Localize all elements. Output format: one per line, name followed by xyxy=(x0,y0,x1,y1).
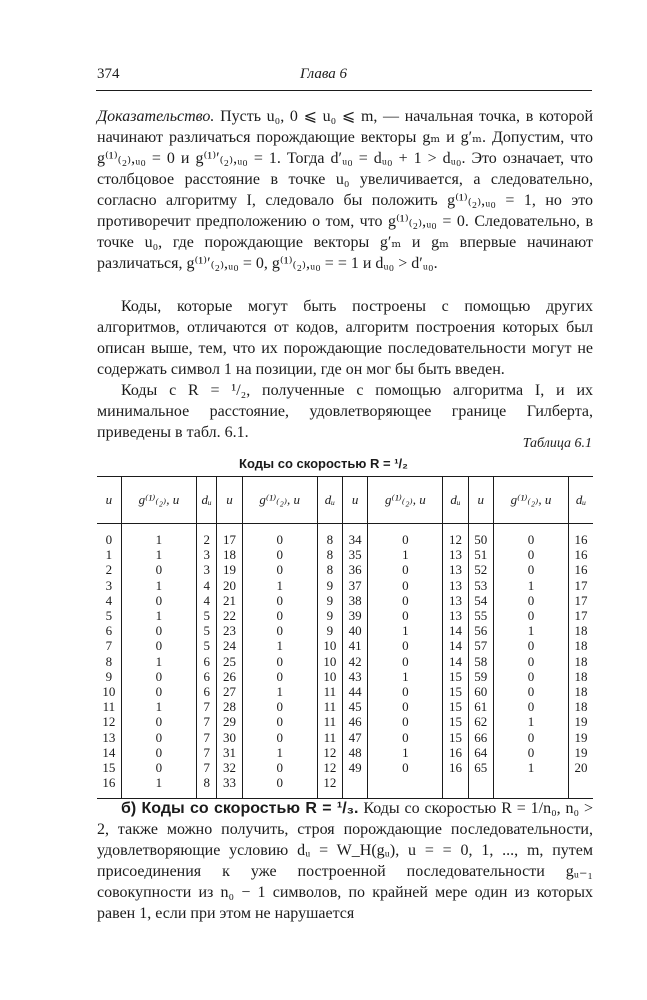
table-cell: 15 xyxy=(449,668,463,684)
table-cell: 1 xyxy=(155,608,163,624)
col-header: u xyxy=(217,477,242,524)
table-cell: 11 xyxy=(323,699,337,715)
table-cell: 11 xyxy=(323,714,337,730)
table-cell: 18 xyxy=(574,623,588,639)
table-cell: 0 xyxy=(155,684,163,700)
table-cell: 7 xyxy=(203,699,210,715)
table-cell: 33 xyxy=(223,775,236,791)
table-cell: 16 xyxy=(574,562,588,578)
table-cell: 19 xyxy=(574,714,588,730)
col-header: dᵤ xyxy=(197,477,217,524)
table-cell: 17 xyxy=(574,608,588,624)
table-cell: 44 xyxy=(348,684,362,700)
table-cell: 42 xyxy=(348,653,362,669)
table-cell: 0 xyxy=(276,623,283,639)
table-cell: 0 xyxy=(402,714,409,730)
table-cell: 9 xyxy=(326,623,334,639)
table-cell: 14 xyxy=(449,638,463,654)
table-cell: 46 xyxy=(348,714,362,730)
table-cell: 0 xyxy=(155,744,163,760)
table-cell: 1 xyxy=(155,532,163,547)
table-cell: 0 xyxy=(402,729,409,745)
table-cell: 16 xyxy=(574,547,588,563)
table-cell: 14 xyxy=(449,653,463,669)
table-cell: 10 xyxy=(323,638,337,654)
table-cell: 0 xyxy=(276,729,283,745)
table-column-cell xyxy=(317,524,342,799)
col-header: u xyxy=(343,477,368,524)
table-cell: 15 xyxy=(102,760,116,776)
table-cell: 16 xyxy=(449,744,463,760)
table-cell: 0 xyxy=(155,729,163,745)
table-column-cell xyxy=(569,524,593,799)
table-cell: 7 xyxy=(105,638,113,654)
table-cell: 56 xyxy=(474,623,488,639)
table-cell: 24 xyxy=(223,638,236,654)
table-cell: 1 xyxy=(276,577,283,593)
table-cell: 0 xyxy=(276,760,283,776)
table-cell: 18 xyxy=(574,699,588,715)
table-cell: 0 xyxy=(527,532,535,547)
table-cell: 11 xyxy=(323,729,337,745)
table-cell: 0 xyxy=(276,547,283,563)
table-cell: 50 xyxy=(474,532,488,547)
table-cell: 0 xyxy=(276,699,283,715)
table-cell: 1 xyxy=(155,577,163,593)
table-cell: 11 xyxy=(323,684,337,700)
table-cell: 18 xyxy=(574,653,588,669)
table-cell: 57 xyxy=(474,638,488,654)
table-cell: 62 xyxy=(474,714,488,730)
table-column-cell xyxy=(368,524,443,799)
table-column-cell xyxy=(242,524,317,799)
table-cell: 21 xyxy=(223,592,236,608)
table-cell: 66 xyxy=(474,729,488,745)
table-cell: 12 xyxy=(323,760,337,776)
table-cell: 1 xyxy=(276,638,283,654)
table-cell: 0 xyxy=(527,668,535,684)
table-column-cell xyxy=(217,524,242,799)
table-cell: 0 xyxy=(527,638,535,654)
table-cell: 16 xyxy=(449,760,463,776)
table-cell: 8 xyxy=(326,547,334,563)
table-cell: 16 xyxy=(574,532,588,547)
table-cell: 1 xyxy=(155,547,163,563)
table-cell: 30 xyxy=(223,729,236,745)
table-cell: 8 xyxy=(203,775,210,791)
table-cell: 28 xyxy=(223,699,236,715)
table-cell: 54 xyxy=(474,592,488,608)
table-cell: 39 xyxy=(348,608,362,624)
table-cell: 12 xyxy=(323,744,337,760)
table-cell: 0 xyxy=(276,775,283,791)
table-cell: 4 xyxy=(105,592,113,608)
table-cell: 53 xyxy=(474,577,488,593)
col-header: g⁽¹⁾₍₂₎, u xyxy=(368,477,443,524)
table-cell: 6 xyxy=(203,668,210,684)
table-cell: 2 xyxy=(203,532,210,547)
table-column-cell xyxy=(121,524,196,799)
table-cell: 0 xyxy=(527,547,535,563)
table-cell: 5 xyxy=(203,623,210,639)
codes-half-paragraph: Коды с R = ¹/₂, полученные с помощью алгоритма I, и их минимальное расстояние, удовлетворяющее границе Гилберта, приведены в табл. 6.1. xyxy=(97,382,594,441)
table-cell: 8 xyxy=(105,653,113,669)
col-header: dᵤ xyxy=(569,477,593,524)
table-cell: 8 xyxy=(326,562,334,578)
table-column-cell xyxy=(97,524,121,799)
table-cell: 18 xyxy=(574,668,588,684)
table-cell: 49 xyxy=(348,760,362,776)
table-row xyxy=(97,524,593,799)
table-cell: 6 xyxy=(105,623,113,639)
table-cell: 60 xyxy=(474,684,488,700)
table-cell: 13 xyxy=(449,547,463,563)
table-cell: 34 xyxy=(348,532,362,547)
chapter-title: Глава 6 xyxy=(299,66,348,82)
table-cell: 61 xyxy=(474,699,488,715)
codes-table xyxy=(97,476,593,799)
table-cell: 9 xyxy=(326,592,334,608)
table-cell: 37 xyxy=(348,577,362,593)
table-cell: 26 xyxy=(223,668,236,684)
table-cell: 0 xyxy=(276,562,283,578)
header-rule xyxy=(96,90,592,91)
table-cell: 36 xyxy=(348,562,362,578)
table-cell: 45 xyxy=(348,699,362,715)
table-cell: 15 xyxy=(449,699,463,715)
proof-text: Пусть u₀, 0 ⩽ u₀ ⩽ m, — начальная точка, в которой начинают различаться порождающие векторы gₘ и g′ₘ. Допустим, что g⁽¹⁾₍₂₎,ᵤ₀ = 0 и g⁽¹⁾′₍₂₎,ᵤ₀ = 1. Тогда d′ᵤ₀ = dᵤ₀ + 1 > dᵤ₀. Это означает, что столбцовое расстояние в точке u₀ увеличивается, а следовательно, согласно алгоритму I, следовало бы положить g⁽¹⁾₍₂₎,ᵤ₀ = 1, но это противоречит предположению о том, что g⁽¹⁾₍₂₎,ᵤ₀ = 0. Следовательно, в точке u₀, где порождающие векторы g′ₘ и gₘ впервые начинают различаться, g⁽¹⁾′₍₂₎,ᵤ₀ = 0, g⁽¹⁾₍₂₎,ᵤ₀ = = 1 и dᵤ₀ > d′ᵤ₀. xyxy=(97,108,593,272)
table-cell: 1 xyxy=(276,684,283,700)
table-cell: 1 xyxy=(155,775,163,791)
col-header: g⁽¹⁾₍₂₎, u xyxy=(242,477,317,524)
table-cell: 0 xyxy=(402,608,409,624)
table-cell: 3 xyxy=(105,577,113,593)
table-cell: 0 xyxy=(276,653,283,669)
col-header: dᵤ xyxy=(317,477,342,524)
table-cell: 1 xyxy=(276,744,283,760)
table-cell: 4 xyxy=(203,577,210,593)
table-cell: 5 xyxy=(203,638,210,654)
table-cell: 29 xyxy=(223,714,236,730)
table-cell: 0 xyxy=(276,608,283,624)
table-cell: 22 xyxy=(223,608,236,624)
table-cell: 0 xyxy=(402,577,409,593)
table-cell: 0 xyxy=(402,592,409,608)
table-cell: 20 xyxy=(223,577,236,593)
table-cell: 13 xyxy=(449,562,463,578)
table-cell: 0 xyxy=(276,668,283,684)
table-cell: 17 xyxy=(574,577,588,593)
table-cell: 55 xyxy=(474,608,488,624)
table-cell: 32 xyxy=(223,760,236,776)
table-cell: 27 xyxy=(223,684,236,700)
col-header: u xyxy=(468,477,493,524)
table-column-cell xyxy=(468,524,493,799)
table-cell: 18 xyxy=(574,638,588,654)
table-cell: 5 xyxy=(203,608,210,624)
table-cell: 6 xyxy=(203,684,210,700)
table-cell: 14 xyxy=(449,623,463,639)
table-column-cell xyxy=(343,524,368,799)
table-cell: 9 xyxy=(105,668,113,684)
table-cell: 0 xyxy=(402,653,409,669)
table-cell: 59 xyxy=(474,668,488,684)
table-cell: 1 xyxy=(155,653,163,669)
table-cell: 1 xyxy=(527,623,535,639)
table-cell: 0 xyxy=(527,684,535,700)
table-cell: 15 xyxy=(449,684,463,700)
table-cell: 17 xyxy=(574,592,588,608)
table-cell: 1 xyxy=(527,577,535,593)
table-cell: 7 xyxy=(203,760,210,776)
table-cell: 58 xyxy=(474,653,488,669)
table-cell: 18 xyxy=(223,547,236,563)
table-cell: 2 xyxy=(105,562,113,578)
table-cell: 16 xyxy=(102,775,116,791)
table-cell: 10 xyxy=(102,684,116,700)
codes-other-paragraph: Коды, которые могут быть построены с помощью других алгоритмов, отличаются от кодов, алгоритм построения которых был описан выше, тем, что их порождающие последовательности могут не содержать символ 1 на позиции, где он мог бы быть введен. xyxy=(97,298,593,378)
table-caption: Таблица 6.1 xyxy=(522,436,592,451)
table-cell: 43 xyxy=(348,668,362,684)
table-cell: 51 xyxy=(474,547,488,563)
table-cell: 0 xyxy=(527,562,535,578)
table-header-row xyxy=(97,477,593,524)
table-cell: 64 xyxy=(474,744,488,760)
table-cell: 0 xyxy=(402,638,409,654)
table-cell: 17 xyxy=(223,532,236,547)
table-cell: 13 xyxy=(449,608,463,624)
table-cell: 6 xyxy=(203,653,210,669)
table-cell: 13 xyxy=(449,577,463,593)
table-column-cell xyxy=(443,524,468,799)
table-cell: 9 xyxy=(326,577,334,593)
section-b-paragraph xyxy=(97,798,593,924)
col-header: g⁽¹⁾₍₂₎, u xyxy=(121,477,196,524)
table-cell: 1 xyxy=(402,623,409,639)
table-cell: 5 xyxy=(105,608,113,624)
table-cell: 0 xyxy=(155,760,163,776)
table-cell: 0 xyxy=(527,744,535,760)
table-cell: 20 xyxy=(574,760,588,776)
table-cell: 15 xyxy=(449,714,463,730)
table-cell: 0 xyxy=(527,592,535,608)
table-cell: 0 xyxy=(402,699,409,715)
table-cell: 11 xyxy=(102,699,116,715)
table-cell: 18 xyxy=(574,684,588,700)
table-cell: 4 xyxy=(203,592,210,608)
table-column-cell xyxy=(197,524,217,799)
table-cell: 1 xyxy=(402,547,409,563)
table-cell: 41 xyxy=(348,638,362,654)
table-cell: 0 xyxy=(276,592,283,608)
table-cell: 15 xyxy=(449,729,463,745)
table-cell: 48 xyxy=(348,744,362,760)
table-cell: 0 xyxy=(155,714,163,730)
table-cell: 19 xyxy=(574,744,588,760)
table-cell: 0 xyxy=(402,532,409,547)
table-cell: 7 xyxy=(203,729,210,745)
table-cell: 25 xyxy=(223,653,236,669)
table-cell: 0 xyxy=(155,623,163,639)
proof-lead: Доказательство. xyxy=(97,108,215,125)
table-cell: 0 xyxy=(155,638,163,654)
table-cell: 0 xyxy=(276,714,283,730)
table-cell: 12 xyxy=(102,714,116,730)
col-header: g⁽¹⁾₍₂₎, u xyxy=(493,477,568,524)
table-cell: 0 xyxy=(402,760,409,776)
table-cell: 40 xyxy=(348,623,362,639)
table-cell: 10 xyxy=(323,653,337,669)
table-cell: 0 xyxy=(155,592,163,608)
table-cell: 0 xyxy=(527,699,535,715)
table-cell: 13 xyxy=(449,592,463,608)
page-number: 374 xyxy=(97,66,120,82)
table-cell: 1 xyxy=(527,714,535,730)
table-cell: 0 xyxy=(155,668,163,684)
table-cell: 3 xyxy=(203,547,210,563)
table-cell: 0 xyxy=(105,532,113,547)
section-b-lead: б) Коды со скоростью R = ¹/₃. xyxy=(121,800,359,817)
table-cell: 38 xyxy=(348,592,362,608)
table-cell: 7 xyxy=(203,714,210,730)
table-cell: 10 xyxy=(323,668,337,684)
table-cell: 47 xyxy=(348,729,362,745)
proof-paragraph xyxy=(97,106,593,274)
table-cell: 0 xyxy=(527,608,535,624)
table-cell: 65 xyxy=(474,760,488,776)
table-cell: 3 xyxy=(203,562,210,578)
table-cell: 0 xyxy=(402,684,409,700)
table-cell: 1 xyxy=(155,699,163,715)
table-cell: 0 xyxy=(527,653,535,669)
table-cell: 31 xyxy=(223,744,236,760)
table-cell: 35 xyxy=(348,547,362,563)
table-cell: 1 xyxy=(402,744,409,760)
table-cell: 7 xyxy=(203,744,210,760)
table-cell: 8 xyxy=(326,532,334,547)
table-cell: 1 xyxy=(527,760,535,776)
table-title: Коды со скоростью R = ¹/₂ xyxy=(239,456,408,471)
table-cell: 12 xyxy=(449,532,463,547)
table-cell: 9 xyxy=(326,608,334,624)
table-cell: 1 xyxy=(402,668,409,684)
table-cell: 13 xyxy=(102,729,116,745)
table-cell: 0 xyxy=(402,562,409,578)
table-cell: 19 xyxy=(223,562,236,578)
table-cell: 19 xyxy=(574,729,588,745)
table-cell: 12 xyxy=(323,775,337,791)
table-cell: 0 xyxy=(276,532,283,547)
section-b-text: Коды со скоростью R = 1/n₀, n₀ > 2, также можно получить, строя порождающие последовательности, удовлетворяющие условию dᵤ = W_H(gᵤ), u = = 0, 1, ..., m, путем присоединения к уже построенной последовательности gᵤ₋₁ совокупности из n₀ − 1 символов, по крайней мере один из которых равен 1, если при этом не нарушается xyxy=(97,800,594,922)
table-column-cell xyxy=(493,524,568,799)
table-cell: 0 xyxy=(527,729,535,745)
table-cell: 23 xyxy=(223,623,236,639)
table-cell: 14 xyxy=(102,744,116,760)
table-cell: 1 xyxy=(105,547,113,563)
table-cell: 52 xyxy=(474,562,488,578)
table-cell: 0 xyxy=(155,562,163,578)
col-header: u xyxy=(97,477,121,524)
col-header: dᵤ xyxy=(443,477,468,524)
